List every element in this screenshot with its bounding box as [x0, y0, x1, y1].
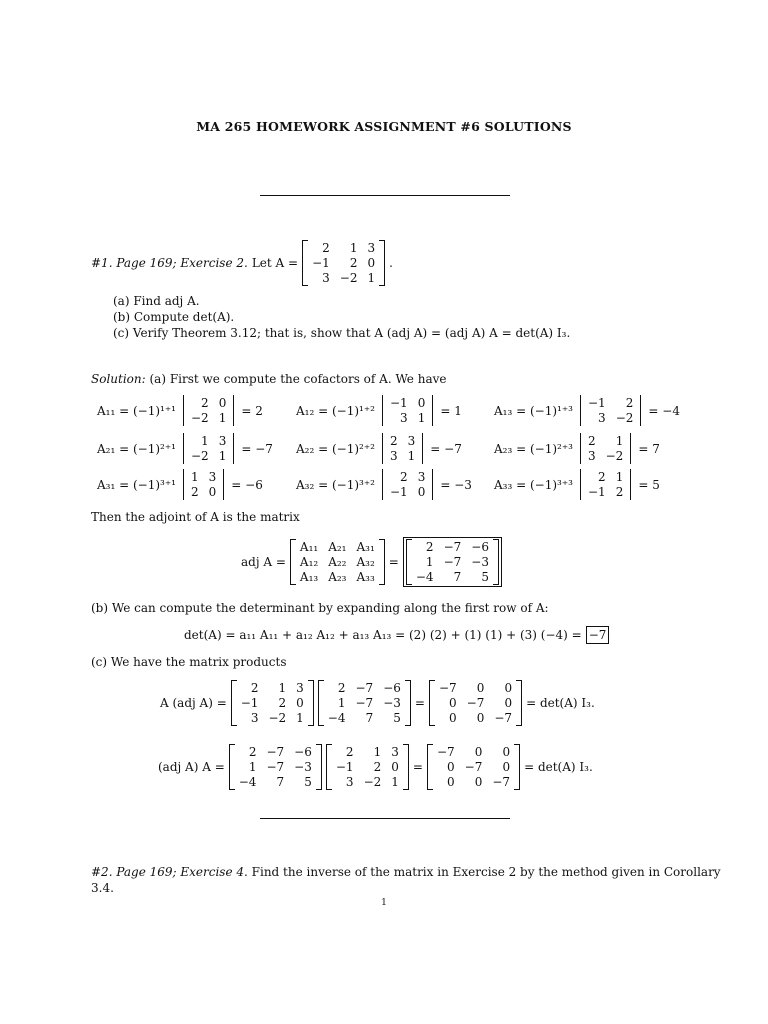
cofactor-value: = −7 — [430, 441, 462, 456]
cofactor-lhs: A₁₃ = (−1)¹⁺³ — [494, 403, 573, 418]
cofactor-lhs: A₁₁ = (−1)¹⁺¹ — [97, 403, 176, 418]
matrix-entry: 1 — [278, 681, 287, 695]
adj-value-matrix — [406, 539, 499, 585]
matrix-entries — [435, 680, 516, 726]
problem1-dot: . — [389, 256, 393, 270]
matrix-entries — [386, 433, 419, 464]
cofactor-minor — [379, 469, 436, 500]
matrix-entry: −2 — [615, 411, 634, 425]
determinant-bar-right — [223, 469, 224, 500]
cofactor-minor — [577, 395, 644, 426]
matrix-entry: 1 — [615, 434, 624, 448]
determinant-bar-right — [432, 395, 433, 426]
determinant-bar-right — [422, 433, 423, 464]
determinant-bar-right — [233, 433, 234, 464]
cofactor-value: = 1 — [440, 403, 462, 418]
part-c: (c) Verify Theorem 3.12; that is, show that A (adj A) = (adj A) A = det(A) I₃. — [113, 326, 571, 340]
determinant-bar-left — [580, 469, 581, 500]
problem1-parts — [113, 293, 570, 341]
matrix-entry: −1 — [389, 396, 408, 410]
matrix-entry: 0 — [417, 485, 426, 499]
matrix-entries — [332, 744, 403, 790]
problem1-ref: #1. Page 169; Exercise 2. — [91, 256, 248, 270]
bracket-right — [308, 680, 314, 726]
cofactor-minor — [379, 433, 426, 464]
matrix-entry: 5 — [393, 711, 401, 725]
cofactor-equation — [494, 433, 660, 464]
matrix-entries — [187, 469, 220, 500]
matrix-entry: −7 — [355, 696, 374, 710]
cofactor-equation — [97, 433, 273, 464]
matrix-entry: −7 — [436, 745, 455, 759]
determinant-bar-left — [183, 395, 184, 426]
adj-symbolic-matrix — [290, 539, 385, 585]
bracket-right — [405, 680, 411, 726]
adjoint-intro: Then the adjoint of A is the matrix — [91, 510, 300, 524]
cofactor-lhs: A₂₁ = (−1)²⁺¹ — [97, 441, 176, 456]
matrix-entry: 1 — [425, 555, 434, 569]
determinant-bar-left — [580, 395, 581, 426]
matrix-entry: 0 — [502, 745, 511, 759]
bottom-divider — [260, 818, 510, 819]
cofactor-value: = −4 — [648, 403, 680, 418]
cofactor-equation — [494, 469, 660, 500]
problem2-text: Find the inverse of the matrix in Exercise 2 by the method given in Corollary — [251, 865, 721, 879]
matrix-entry: 7 — [276, 775, 285, 789]
matrix-entry: 2 — [598, 470, 606, 484]
matrix-A — [302, 240, 385, 286]
matrix-entry: −4 — [415, 570, 434, 584]
matrix-entry: A₂₁ — [328, 540, 347, 554]
matrix-entry: 3 — [218, 434, 227, 448]
matrix-entry: −7 — [492, 775, 511, 789]
cofactor-minor — [379, 395, 436, 426]
matrix-entry: 0 — [476, 711, 485, 725]
determinant-bar-left — [382, 469, 383, 500]
problem2 — [91, 864, 721, 896]
bracket-right — [316, 744, 322, 790]
solution-label: Solution: — [91, 372, 146, 386]
determinant-bar-right — [233, 395, 234, 426]
matrix-entry: 1 — [407, 449, 416, 463]
cofactor-equation — [296, 395, 462, 426]
matrix-entry: 2 — [373, 760, 382, 774]
matrix-entry: 0 — [504, 681, 513, 695]
adjoint-equation — [241, 537, 502, 587]
matrix-entry: 7 — [453, 570, 462, 584]
matrix-entry: 0 — [391, 760, 399, 774]
cofactor-value: = −3 — [440, 477, 472, 492]
cofactor-lhs: A₁₂ = (−1)¹⁺² — [296, 403, 375, 418]
matrix-entry: −4 — [327, 711, 346, 725]
page-title: MA 265 HOMEWORK ASSIGNMENT #6 SOLUTIONS — [196, 119, 572, 134]
matrix-entry: 2 — [248, 745, 257, 759]
matrix-entry: 1 — [190, 470, 199, 484]
matrix-entry: 0 — [474, 775, 483, 789]
matrix-entry: 2 — [615, 485, 624, 499]
bracket-right — [493, 539, 499, 585]
part-a: (a) Find adj A. — [113, 294, 200, 308]
matrix-entry: 2 — [278, 696, 287, 710]
prod2-result — [427, 744, 520, 790]
matrix-entry: 3 — [400, 411, 408, 425]
prod2-matrix-A — [326, 744, 409, 790]
matrix-entries — [235, 744, 316, 790]
matrix-entry: −1 — [240, 696, 259, 710]
problem2-ref: #2. Page 169; Exercise 4. — [91, 865, 248, 879]
bracket-right — [514, 744, 520, 790]
matrix-entry: 0 — [476, 681, 485, 695]
matrix-entries — [296, 539, 379, 585]
cofactor-minor — [577, 433, 634, 464]
adj-answer-box — [403, 537, 502, 587]
matrix-entry: 1 — [218, 411, 227, 425]
det-equation — [184, 626, 609, 644]
matrix-entry: 0 — [474, 745, 483, 759]
prod2-lhs: (adj A) A = — [158, 760, 225, 774]
product-2 — [158, 744, 593, 790]
matrix-entry: 1 — [417, 411, 426, 425]
adj-lhs: adj A = — [241, 555, 286, 569]
solution-intro — [91, 372, 446, 386]
matrix-entry: A₃₂ — [356, 555, 375, 569]
matrix-entry: A₃₁ — [356, 540, 375, 554]
problem1-statement — [91, 240, 393, 286]
matrix-entries — [324, 680, 405, 726]
cofactor-equation — [97, 395, 263, 426]
matrix-entries — [584, 395, 637, 426]
matrix-entry: −4 — [238, 775, 257, 789]
matrix-entry: 3 — [322, 271, 330, 285]
problem2-text-cont: 3.4. — [91, 881, 114, 895]
cofactor-equation — [97, 469, 263, 500]
bracket-right — [516, 680, 522, 726]
determinant-bar-left — [183, 469, 184, 500]
cofactor-equation — [296, 433, 462, 464]
matrix-entry: 5 — [481, 570, 489, 584]
matrix-entry: 2 — [349, 256, 358, 270]
matrix-entry: 1 — [391, 775, 399, 789]
matrix-entry: −6 — [383, 681, 401, 695]
matrix-entry: −2 — [190, 411, 209, 425]
matrix-entry: A₃₃ — [356, 570, 375, 584]
matrix-entries — [386, 395, 429, 426]
matrix-entry: 0 — [504, 696, 513, 710]
cofactor-lhs: A₃₃ = (−1)³⁺³ — [494, 477, 573, 492]
matrix-entries — [187, 395, 230, 426]
matrix-entry: A₁₃ — [299, 570, 319, 584]
prod1-identity: = det(A) I₃. — [526, 696, 595, 710]
matrix-entry: A₁₂ — [299, 555, 319, 569]
matrix-entry: A₁₁ — [299, 540, 319, 554]
matrix-entry: 2 — [190, 485, 199, 499]
matrix-entry: 3 — [208, 470, 217, 484]
matrix-entry: 2 — [337, 681, 346, 695]
matrix-entry: 1 — [349, 241, 358, 255]
matrix-entry: 3 — [598, 411, 606, 425]
cofactor-value: = 2 — [241, 403, 263, 418]
matrix-entry: −7 — [494, 711, 513, 725]
matrix-entry: 3 — [250, 711, 259, 725]
determinant-bar-right — [630, 469, 631, 500]
problem1-let: Let A = — [251, 256, 299, 270]
matrix-entry: −3 — [294, 760, 312, 774]
matrix-entry: 1 — [367, 271, 376, 285]
det-expression: det(A) = a₁₁ A₁₁ + a₁₂ A₁₂ + a₁₃ A₁₃ = (2) (2) + (1) (1) + (3) (−4) = — [184, 628, 582, 642]
matrix-entry: 2 — [201, 396, 209, 410]
matrix-entry: 3 — [296, 681, 304, 695]
matrix-entry: 0 — [447, 760, 455, 774]
matrix-entry: 1 — [337, 696, 346, 710]
matrix-entry: 2 — [400, 470, 408, 484]
bracket-right — [403, 744, 409, 790]
matrix-entry: A₂₃ — [328, 570, 347, 584]
matrix-entry: 3 — [391, 745, 399, 759]
prod2-identity: = det(A) I₃. — [524, 760, 593, 774]
prod1-lhs: A (adj A) = — [160, 696, 227, 710]
matrix-entry: 0 — [449, 711, 457, 725]
matrix-entry: −7 — [443, 555, 462, 569]
matrix-entry: 2 — [587, 434, 596, 448]
matrix-entries — [187, 433, 230, 464]
matrix-entry: −6 — [294, 745, 312, 759]
matrix-entry: −7 — [464, 760, 483, 774]
bracket-right — [379, 240, 385, 286]
matrix-entry: 0 — [502, 760, 511, 774]
cofactor-minor — [577, 469, 634, 500]
cofactor-lhs: A₂₂ = (−1)²⁺² — [296, 441, 375, 456]
matrix-entry: −2 — [339, 271, 358, 285]
matrix-entry: 0 — [367, 256, 376, 270]
matrix-entry: −1 — [312, 256, 330, 270]
top-divider — [260, 195, 510, 196]
matrix-entry: 2 — [389, 434, 398, 448]
determinant-bar-right — [432, 469, 433, 500]
part-b: (b) Compute det(A). — [113, 310, 235, 324]
determinant-bar-left — [183, 433, 184, 464]
cofactor-equation — [296, 469, 472, 500]
matrix-entry: 1 — [296, 711, 304, 725]
part-b-intro: (b) We can compute the determinant by expanding along the first row of A: — [91, 601, 549, 615]
det-answer: −7 — [586, 626, 610, 644]
matrix-entry: 3 — [345, 775, 354, 789]
matrix-entry: 2 — [250, 681, 259, 695]
prod2-equals: = — [412, 760, 423, 774]
matrix-entry: −1 — [587, 396, 606, 410]
matrix-entry: 2 — [425, 540, 434, 554]
adj-equals: = — [388, 555, 399, 569]
matrix-entry: 7 — [365, 711, 374, 725]
cofactor-value: = 7 — [638, 441, 660, 456]
matrix-entry: 3 — [407, 434, 416, 448]
matrix-entry: 2 — [625, 396, 634, 410]
matrix-entry: −3 — [383, 696, 401, 710]
prod2-matrix-adj — [229, 744, 322, 790]
matrix-entry: 3 — [587, 449, 596, 463]
determinant-bar-left — [382, 433, 383, 464]
matrix-entry: 0 — [208, 485, 217, 499]
cofactor-value: = −6 — [231, 477, 263, 492]
matrix-entry: 0 — [447, 775, 455, 789]
matrix-entry: 3 — [417, 470, 426, 484]
page-number: 1 — [381, 898, 387, 908]
matrix-entry: −2 — [190, 449, 209, 463]
determinant-bar-right — [630, 433, 631, 464]
matrix-entry: −6 — [471, 540, 489, 554]
matrix-entry: −7 — [266, 745, 285, 759]
prod1-matrix-A — [231, 680, 314, 726]
matrix-entries — [237, 680, 308, 726]
cofactor-lhs: A₃₂ = (−1)³⁺² — [296, 477, 375, 492]
matrix-entry: 0 — [449, 696, 457, 710]
matrix-entry: −1 — [335, 760, 354, 774]
matrix-entry: −7 — [466, 696, 485, 710]
prod1-matrix-adj — [318, 680, 411, 726]
prod1-result — [429, 680, 522, 726]
matrix-entries — [412, 539, 493, 585]
cofactor-minor — [180, 395, 237, 426]
matrix-entry: 2 — [345, 745, 354, 759]
matrix-entries — [584, 433, 627, 464]
cofactor-minor — [180, 433, 237, 464]
cofactor-equation — [494, 395, 680, 426]
matrix-entry: A₂₂ — [328, 555, 347, 569]
determinant-bar-left — [382, 395, 383, 426]
determinant-bar-right — [640, 395, 641, 426]
matrix-entry: 1 — [615, 470, 624, 484]
matrix-entry: 0 — [218, 396, 227, 410]
matrix-entries — [584, 469, 627, 500]
matrix-entry: −1 — [587, 485, 606, 499]
matrix-entries — [386, 469, 429, 500]
matrix-entry: −7 — [438, 681, 457, 695]
matrix-entry: −1 — [389, 485, 408, 499]
determinant-bar-left — [580, 433, 581, 464]
matrix-entries — [308, 240, 379, 286]
matrix-entry: −3 — [471, 555, 489, 569]
matrix-entry: 1 — [248, 760, 257, 774]
solution-intro-text: (a) First we compute the cofactors of A. We have — [149, 372, 447, 386]
matrix-entry: −2 — [363, 775, 382, 789]
matrix-entry: −7 — [443, 540, 462, 554]
prod1-equals: = — [414, 696, 425, 710]
matrix-entry: 0 — [296, 696, 304, 710]
matrix-entry: 1 — [218, 449, 227, 463]
cofactor-value: = 5 — [638, 477, 660, 492]
product-1 — [160, 680, 595, 726]
matrix-entry: 1 — [373, 745, 382, 759]
matrix-entry: −7 — [355, 681, 374, 695]
matrix-entry: 0 — [417, 396, 426, 410]
matrix-entry: 3 — [367, 241, 376, 255]
part-c-intro: (c) We have the matrix products — [91, 655, 287, 669]
cofactor-value: = −7 — [241, 441, 273, 456]
matrix-entry: 5 — [304, 775, 312, 789]
matrix-entry: 1 — [201, 434, 209, 448]
cofactor-lhs: A₃₁ = (−1)³⁺¹ — [97, 477, 176, 492]
matrix-entries — [433, 744, 514, 790]
matrix-entry: 3 — [389, 449, 398, 463]
matrix-entry: −2 — [605, 449, 624, 463]
cofactor-minor — [180, 469, 227, 500]
matrix-entry: −2 — [268, 711, 287, 725]
matrix-entry: 2 — [322, 241, 330, 255]
matrix-entry: −7 — [266, 760, 285, 774]
cofactor-lhs: A₂₃ = (−1)²⁺³ — [494, 441, 573, 456]
bracket-right — [379, 539, 385, 585]
